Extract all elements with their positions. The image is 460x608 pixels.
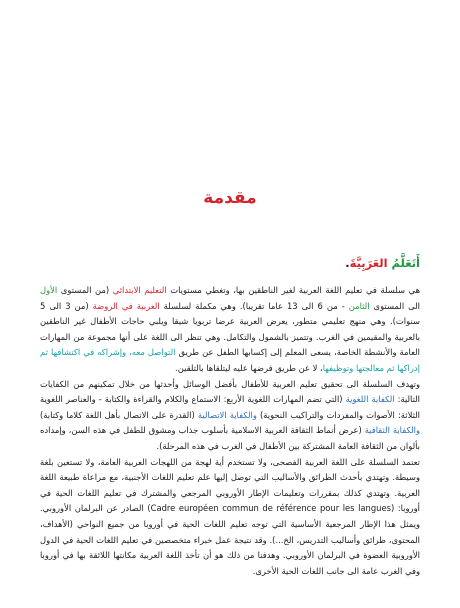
text-segment: وتهدف السلسلة الى تحقيق تعليم العربية للأطفال بأفضل الوسائل وأحدثها من خلال تمكينهم من الكفايات التالية:: [40, 378, 420, 405]
text-segment: ، لا عن طريق فرضها عليه ليتلقاها بالتلقين.: [175, 362, 323, 373]
paragraph: [40, 455, 420, 580]
subtitle-part-1: أَتَعَلَّمُ: [387, 256, 420, 270]
text-segment: الثامن: [348, 300, 370, 311]
text-segment: - من 6 الى 13 عاما تقريبا). وهي مكملة لسلسلة: [159, 300, 349, 311]
text-segment: التعليم الابتدائي: [112, 285, 167, 295]
text-segment: والكفاية الاتصالية: [197, 409, 257, 420]
text-segment: التواصل معه، وإشراكه في اكتشافها ثم إدراكها ثم معالجتها وتوظيفها: [40, 347, 420, 373]
text-segment: هي سلسلة في تعليم اللغة العربية لغير الناطقين بها، وتغطي مستويات: [166, 285, 421, 295]
text-segment: الأول: [40, 285, 58, 295]
text-segment: (من المستوى: [57, 285, 113, 295]
text-segment: (عرض أنماط الثقافة العربية الاسلامية بأسلوب جذاب ومشوق للطفل في هذه السن، وإمداده بألوان من الثقافة العامة المشتركة بين الأطفال في الغرب في هذه المرحلة).: [40, 425, 420, 451]
text-segment: (التي تضم المهارات اللغوية الأربع: الاستماع والكلام والقراءة والكتابة - والعناصر اللغوية الثلاثة: الأصوات والمفردات والتراكيب النحوية): [40, 394, 420, 420]
text-segment: (القدرة على الاتصال بأهل اللغة كلاما وكتابة): [40, 409, 198, 420]
page-title: مقدمة: [203, 188, 257, 208]
text-segment: الكفاية اللغوية: [345, 394, 395, 405]
paragraph: [40, 283, 420, 377]
text-segment: (من 3 الى 5 سنوات). وهي منهج تعليمي متطور، يعرض العربية عرضا تربويا شيقا ويلبي حاجات الأطفال غير الناطقين بالعربية والمقيمين في الغرب. وتتميز بالشمول والتكامل. وهي تنظر الى اللغة على أنها مجموعة من المهارات العامة والأنشطة الخاصة، يسعى المعلم إلى إكسابها الطفل عن طريق: [40, 300, 420, 358]
paragraph: [40, 377, 420, 455]
subtitle: [345, 256, 420, 270]
body-text: [40, 283, 420, 579]
text-segment: تعتمد السلسلة على اللغة العربية الفصحى، ولا تستخدم أية لهجة من اللهجات العربية العامة، ولا تستعين بلغة وسيطة. وتهتدي بأحدث الطرائق والأساليب التي توصل إليها علم تعليم اللغات الأجنبية، مع مراعاة طبيعة اللغة العربية. وتهتدي كذلك بمقررات وتعليمات الإطار الأوروبي المرجعي والمشترك في تعليم اللغات الحية في أوروبا: (Cadre européen commun de référence pour les langues) الصادر عن البرلمان الأوروبي. ويمثل هذا الإطار المرجعية الأساسية التي توجه تعليم اللغات الحية في أوروبا من جميع النواحي (الأهداف، المحتوى، طرائق وأساليب التدريس، الخ...). وقد نتيجة عمل خبراء متخصصين في تعليم اللغات الحية في الدول الأوروبية العضوة في البرلمان الأوروبي. وهدفنا من ذلك هو أن تأخذ اللغة العربية مكانتها اللائقة بها في أوروبا وفي الغرب عامة الى جانب اللغات الحية الأخرى.: [40, 456, 420, 576]
subtitle-part-2: العَرَبِيَّةَ: [349, 256, 388, 270]
text-segment: الى المستوى: [369, 300, 420, 311]
text-segment: العربية في الروضة: [92, 300, 160, 311]
subtitle-part-3: .: [345, 256, 350, 270]
text-segment: والكفاية الثقافية: [364, 425, 420, 436]
